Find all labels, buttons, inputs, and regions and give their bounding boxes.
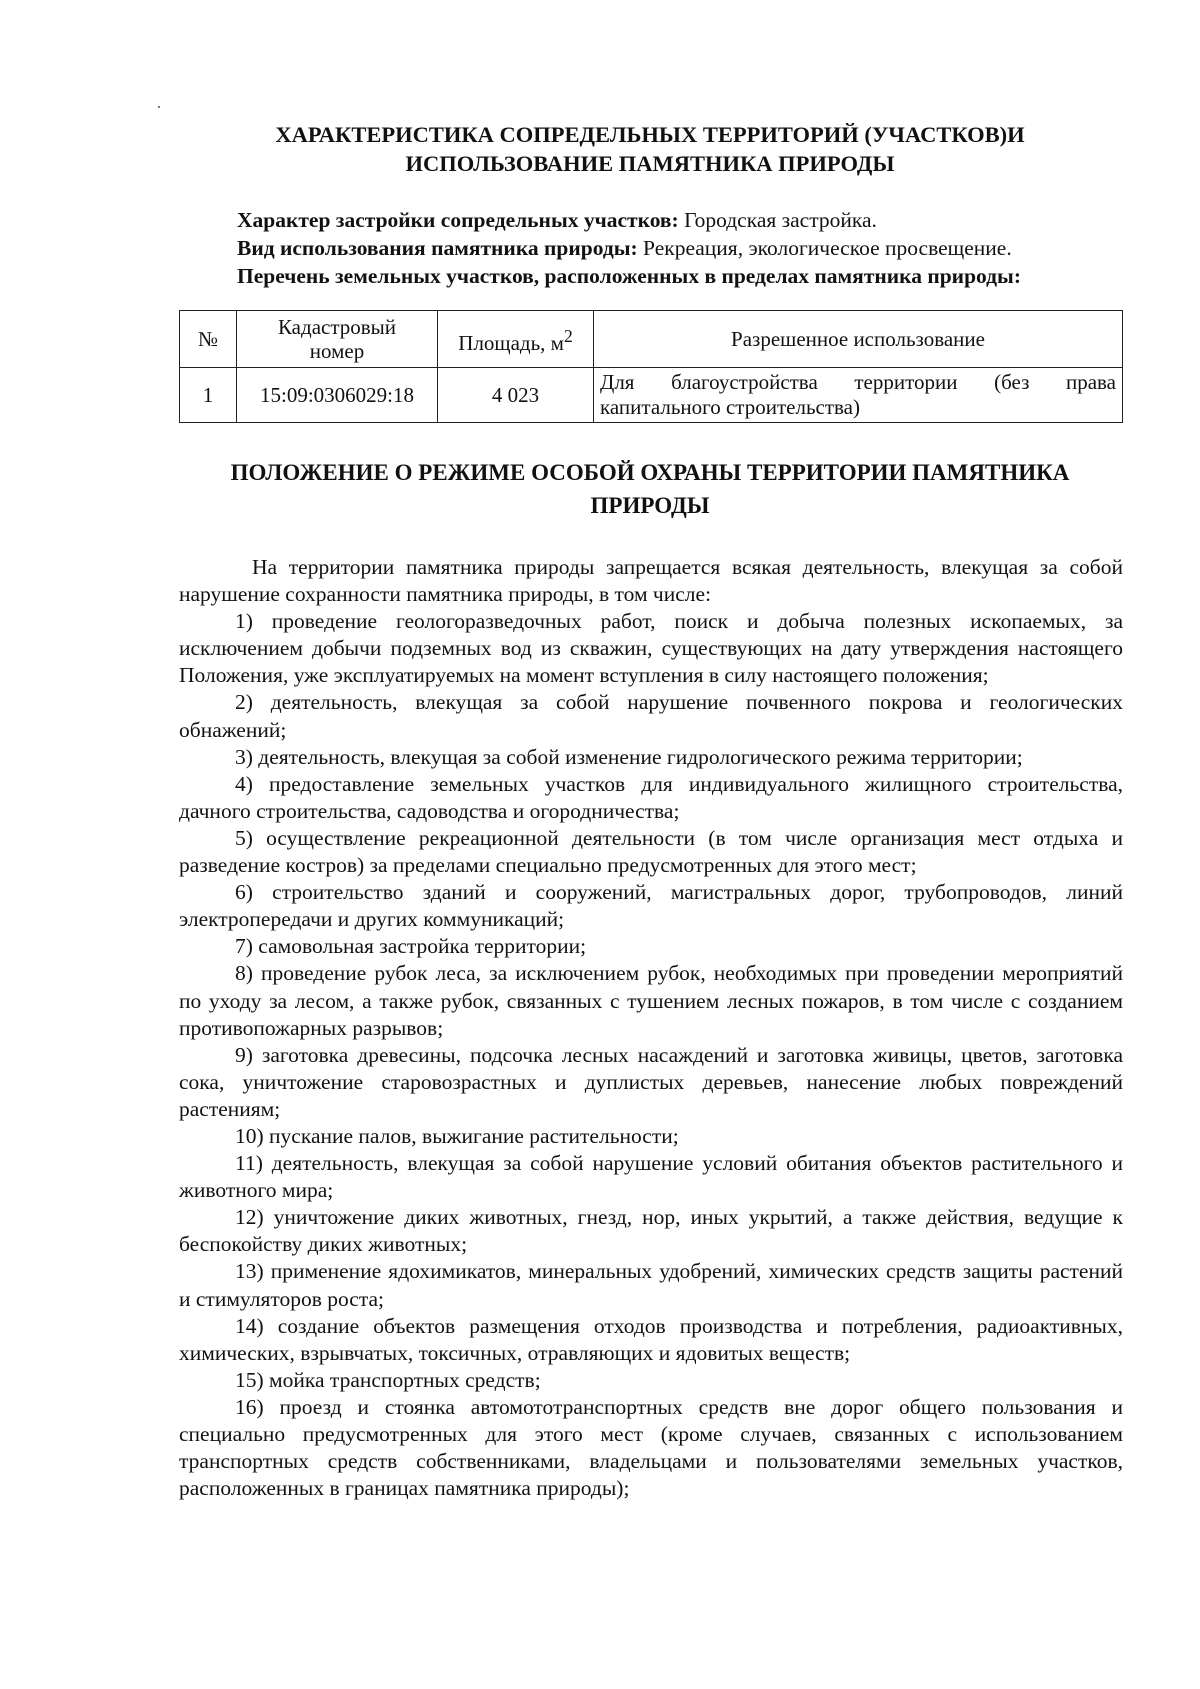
list-item: 2) деятельность, влекущая за собой нарушение почвенного покрова и геологических обнажений; xyxy=(179,690,1123,742)
development-line xyxy=(237,206,1021,234)
info-block xyxy=(237,206,1021,290)
regulation-heading-line1: ПОЛОЖЕНИЕ О РЕЖИМЕ ОСОБОЙ ОХРАНЫ ТЕРРИТОРИИ ПАМЯТНИКА xyxy=(230,460,1070,485)
regulation-heading-line2: ПРИРОДЫ xyxy=(590,493,710,518)
list-item: 13) применение ядохимикатов, минеральных удобрений, химических средств защиты растений и стимуляторов роста; xyxy=(179,1259,1123,1311)
table-header-row xyxy=(180,311,1123,368)
header-permitted-use: Разрешенное использование xyxy=(594,311,1123,368)
parcels-table xyxy=(179,310,1123,423)
intro-paragraph: На территории памятника природы запрещается всякая деятельность, влекущая за собой нарушение сохранности памятника природы, в том числе: xyxy=(179,555,1123,607)
header-area xyxy=(438,311,594,368)
list-item: 1) проведение геологоразведочных работ, поиск и добыча полезных ископаемых, за исключением добычи подземных вод из скважин, существующих на дату утверждения настоящего Положения, уже эксплуатируемых на момент вступления в силу настоящего положения; xyxy=(179,609,1123,688)
header-num: № xyxy=(180,311,237,368)
development-value: Городская застройка. xyxy=(678,208,877,232)
list-item: 7) самовольная застройка территории; xyxy=(235,934,587,959)
list-item: 4) предоставление земельных участков для индивидуального жилищного строительства, дачного строительства, садоводства и огородничества; xyxy=(179,771,1123,823)
regulation-heading xyxy=(185,456,1115,522)
list-item: 11) деятельность, влекущая за собой нарушение условий обитания объектов растительного и животного мира; xyxy=(179,1151,1123,1203)
list-item: 6) строительство зданий и сооружений, магистральных дорог, трубопроводов, линий электропередачи и других коммуникаций; xyxy=(179,880,1123,932)
list-item: 14) создание объектов размещения отходов производства и потребления, радиоактивных, химических, взрывчатых, токсичных, отравляющих и ядовитых веществ; xyxy=(179,1313,1123,1365)
cell-num: 1 xyxy=(180,368,237,423)
cell-permitted-use: Для благоустройства территории (без права капитального строительства) xyxy=(594,368,1123,423)
table-row xyxy=(180,368,1123,423)
list-item: 8) проведение рубок леса, за исключением рубок, необходимых при проведении мероприятий по уходу за лесом, а также рубок, связанных с тушением лесных пожаров, в том числе с созданием противопожарных разрывов; xyxy=(179,961,1123,1040)
list-item: 9) заготовка древесины, подсочка лесных насаждений и заготовка живицы, цветов, заготовка сока, уничтожение старовозрастных и дуплистых деревьев, нанесение любых повреждений растениям; xyxy=(179,1042,1123,1121)
characteristics-heading-line1: ХАРАКТЕРИСТИКА СОПРЕДЕЛЬНЫХ ТЕРРИТОРИЙ (УЧАСТКОВ)И xyxy=(275,122,1025,147)
header-cadastral xyxy=(237,311,438,368)
list-item: 15) мойка транспортных средств; xyxy=(235,1367,541,1392)
list-item: 3) деятельность, влекущая за собой изменение гидрологического режима территории; xyxy=(235,744,1023,769)
characteristics-heading-line2: ИСПОЛЬЗОВАНИЕ ПАМЯТНИКА ПРИРОДЫ xyxy=(405,151,895,176)
list-item: 12) уничтожение диких животных, гнезд, нор, иных укрытий, а также действия, ведущие к беспокойству диких животных; xyxy=(179,1205,1123,1257)
scan-speck xyxy=(158,106,160,108)
list-item: 10) пускание палов, выжигание растительности; xyxy=(235,1123,679,1148)
parcels-line xyxy=(237,262,1021,290)
usage-label: Вид использования памятника природы: xyxy=(237,236,638,260)
header-area-sup: 2 xyxy=(563,325,573,346)
regulation-body xyxy=(179,554,1123,1502)
parcels-label: Перечень земельных участков, расположенных в пределах памятника природы: xyxy=(237,264,1021,288)
usage-line xyxy=(237,234,1021,262)
header-cadastral-line1: Кадастровый xyxy=(277,315,397,339)
header-cadastral-line2: номер xyxy=(309,339,365,363)
usage-value: Рекреация, экологическое просвещение. xyxy=(637,236,1012,260)
header-area-text: Площадь, м xyxy=(458,330,564,355)
cell-area: 4 023 xyxy=(438,368,594,423)
cell-cadastral: 15:09:0306029:18 xyxy=(237,368,438,423)
list-item: 5) осуществление рекреационной деятельности (в том числе организация мест отдыха и разведение костров) за пределами специально предусмотренных для этого мест; xyxy=(179,825,1123,878)
characteristics-heading xyxy=(150,120,1150,178)
list-item: 16) проезд и стоянка автомототранспортных средств вне дорог общего пользования и специально предусмотренных для этого мест (кроме случаев, связанных с использованием транспортных средств собственниками, владельцами и пользователями земельных участков, расположенных в границах памятника природы); xyxy=(179,1394,1123,1501)
development-label: Характер застройки сопредельных участков: xyxy=(237,208,679,232)
